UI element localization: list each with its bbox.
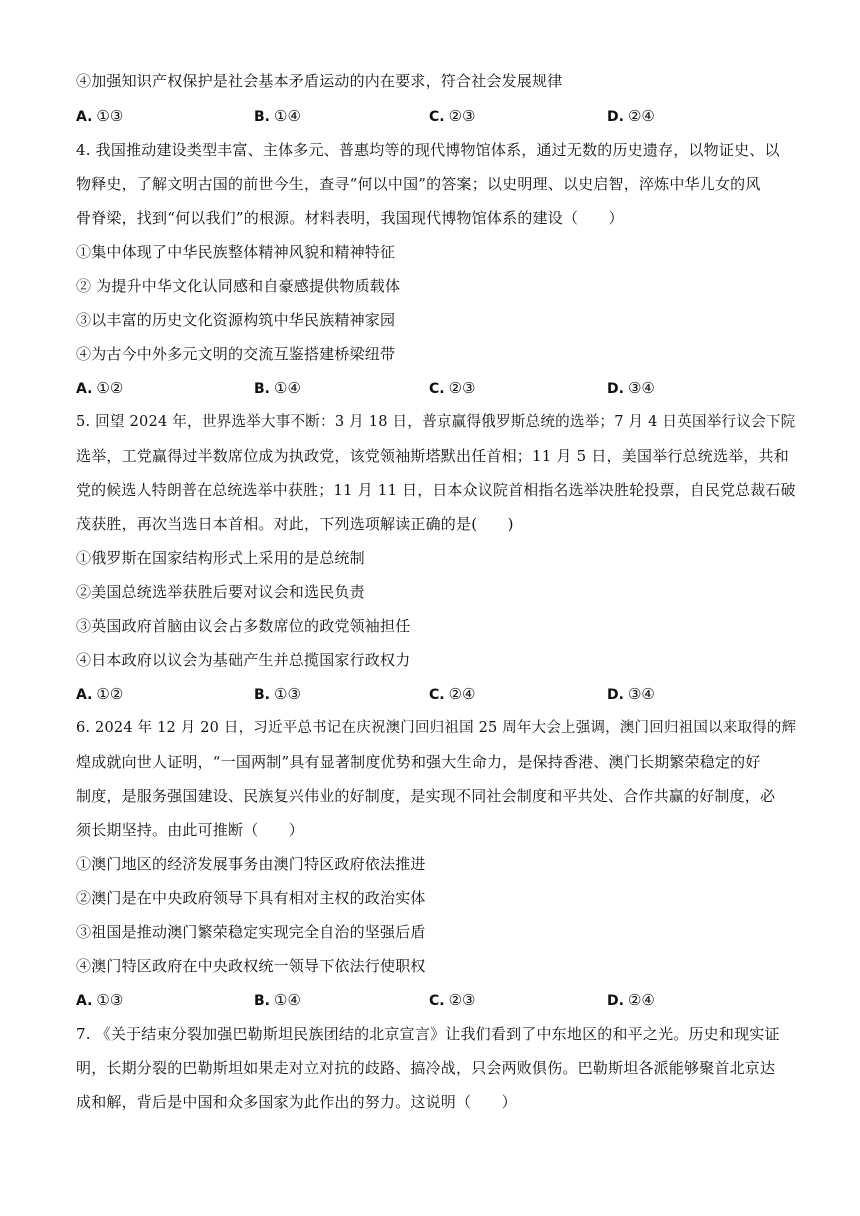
q5-stem-line-3: 党的候选人特朗普在总统选举中获胜；11 月 11 日，日本众议院首相指名选举决胜轮投票，自民党总裁石破 (76, 481, 796, 499)
q6-option-a[interactable]: A. ①③ (76, 991, 124, 1009)
q5-option-d[interactable]: D. ③④ (607, 685, 655, 703)
q6-option-c[interactable]: C. ②③ (429, 991, 476, 1009)
q5-option-b[interactable]: B. ①③ (254, 685, 301, 703)
q3-option-c[interactable]: C. ②③ (429, 107, 476, 125)
q5-statement-4: ④日本政府以议会为基础产生并总揽国家行政权力 (76, 651, 411, 669)
q5-statement-3: ③英国政府首脑由议会占多数席位的政党领袖担任 (76, 617, 411, 635)
q3-option-d[interactable]: D. ②④ (607, 107, 655, 125)
q3-option-b[interactable]: B. ①④ (254, 107, 301, 125)
q6-stem-line-1: 6. 2024 年 12 月 20 日，习近平总书记在庆祝澳门回归祖国 25 周年大会上强调，澳门回归祖国以来取得的辉 (76, 720, 797, 736)
q4-option-a[interactable]: A. ①② (76, 379, 124, 397)
q3-statement-4: ④加强知识产权保护是社会基本矛盾运动的内在要求，符合社会发展规律 (76, 72, 563, 90)
q4-statement-3: ③以丰富的历史文化资源构筑中华民族精神家园 (76, 311, 396, 329)
q4-option-c[interactable]: C. ②③ (429, 379, 476, 397)
q4-stem-line-3: 骨脊梁，找到“何以我们”的根源。材料表明，我国现代博物馆体系的建设（ ） (76, 209, 624, 227)
q6-option-d[interactable]: D. ②④ (607, 991, 655, 1009)
q6-statement-4: ④澳门特区政府在中央政权统一领导下依法行使职权 (76, 957, 426, 975)
q4-statement-1: ①集中体现了中华民族整体精神风貌和精神特征 (76, 243, 396, 261)
q7-stem-line-1: 7. 《关于结束分裂加强巴勒斯坦民族团结的北京宣言》让我们看到了中东地区的和平之光。历史和现实证 (76, 1025, 780, 1043)
q3-option-a[interactable]: A. ①③ (76, 107, 124, 125)
q5-option-a[interactable]: A. ①② (76, 685, 124, 703)
q4-option-b[interactable]: B. ①④ (254, 379, 301, 397)
q7-stem-line-2: 明，长期分裂的巴勒斯坦如果走对立对抗的歧路、搞冷战，只会两败俱伤。巴勒斯坦各派能够聚首北京达 (76, 1059, 776, 1077)
q6-stem-line-3: 制度，是服务强国建设、民族复兴伟业的好制度，是实现不同社会制度和平共处、合作共赢的好制度，必 (76, 787, 776, 805)
q6-statement-1: ①澳门地区的经济发展事务由澳门特区政府依法推进 (76, 855, 426, 873)
q3-options (76, 106, 796, 126)
q4-statement-2: ② 为提升中华文化认同感和自豪感提供物质载体 (76, 277, 401, 295)
q4-option-d[interactable]: D. ③④ (607, 379, 655, 397)
q6-options (76, 990, 796, 1010)
q6-stem-line-4: 须长期坚持。由此可推断（ ） (76, 821, 305, 839)
q6-stem-line-2: 煌成就向世人证明，“一国两制”具有显著制度优势和强大生命力，是保持香港、澳门长期繁荣稳定的好 (76, 753, 761, 771)
q4-statement-4: ④为古今中外多元文明的交流互鉴搭建桥梁纽带 (76, 345, 396, 363)
q5-option-c[interactable]: C. ②④ (429, 685, 476, 703)
q5-options (76, 684, 796, 704)
q5-stem-line-4: 茂获胜，再次当选日本首相。对此，下列选项解读正确的是( ) (76, 515, 514, 533)
q4-stem-line-1: 4. 我国推动建设类型丰富、主体多元、普惠均等的现代博物馆体系，通过无数的历史遗存，以物证史、以 (76, 141, 780, 159)
q5-statement-2: ②美国总统选举获胜后要对议会和选民负责 (76, 583, 365, 601)
q6-statement-3: ③祖国是推动澳门繁荣稳定实现完全自治的坚强后盾 (76, 923, 426, 941)
q5-statement-1: ①俄罗斯在国家结构形式上采用的是总统制 (76, 549, 365, 567)
q6-option-b[interactable]: B. ①④ (254, 991, 301, 1009)
q4-options (76, 378, 796, 398)
q6-statement-2: ②澳门是在中央政府领导下具有相对主权的政治实体 (76, 889, 426, 907)
q5-stem-line-1: 5. 回望 2024 年，世界选举大事不断：3 月 18 日，普京赢得俄罗斯总统的选举；7 月 4 日英国举行议会下院 (76, 413, 796, 430)
q4-stem-line-2: 物释史，了解文明古国的前世今生，查寻“何以中国”的答案；以史明理、以史启智，淬炼中华儿女的风 (76, 175, 761, 193)
q5-stem-line-2: 选举，工党赢得过半数席位成为执政党，该党领袖斯塔默出任首相；11 月 5 日，美国举行总统选举，共和 (76, 447, 789, 465)
q7-stem-line-3: 成和解，背后是中国和众多国家为此作出的努力。这说明（ ） (76, 1093, 517, 1111)
